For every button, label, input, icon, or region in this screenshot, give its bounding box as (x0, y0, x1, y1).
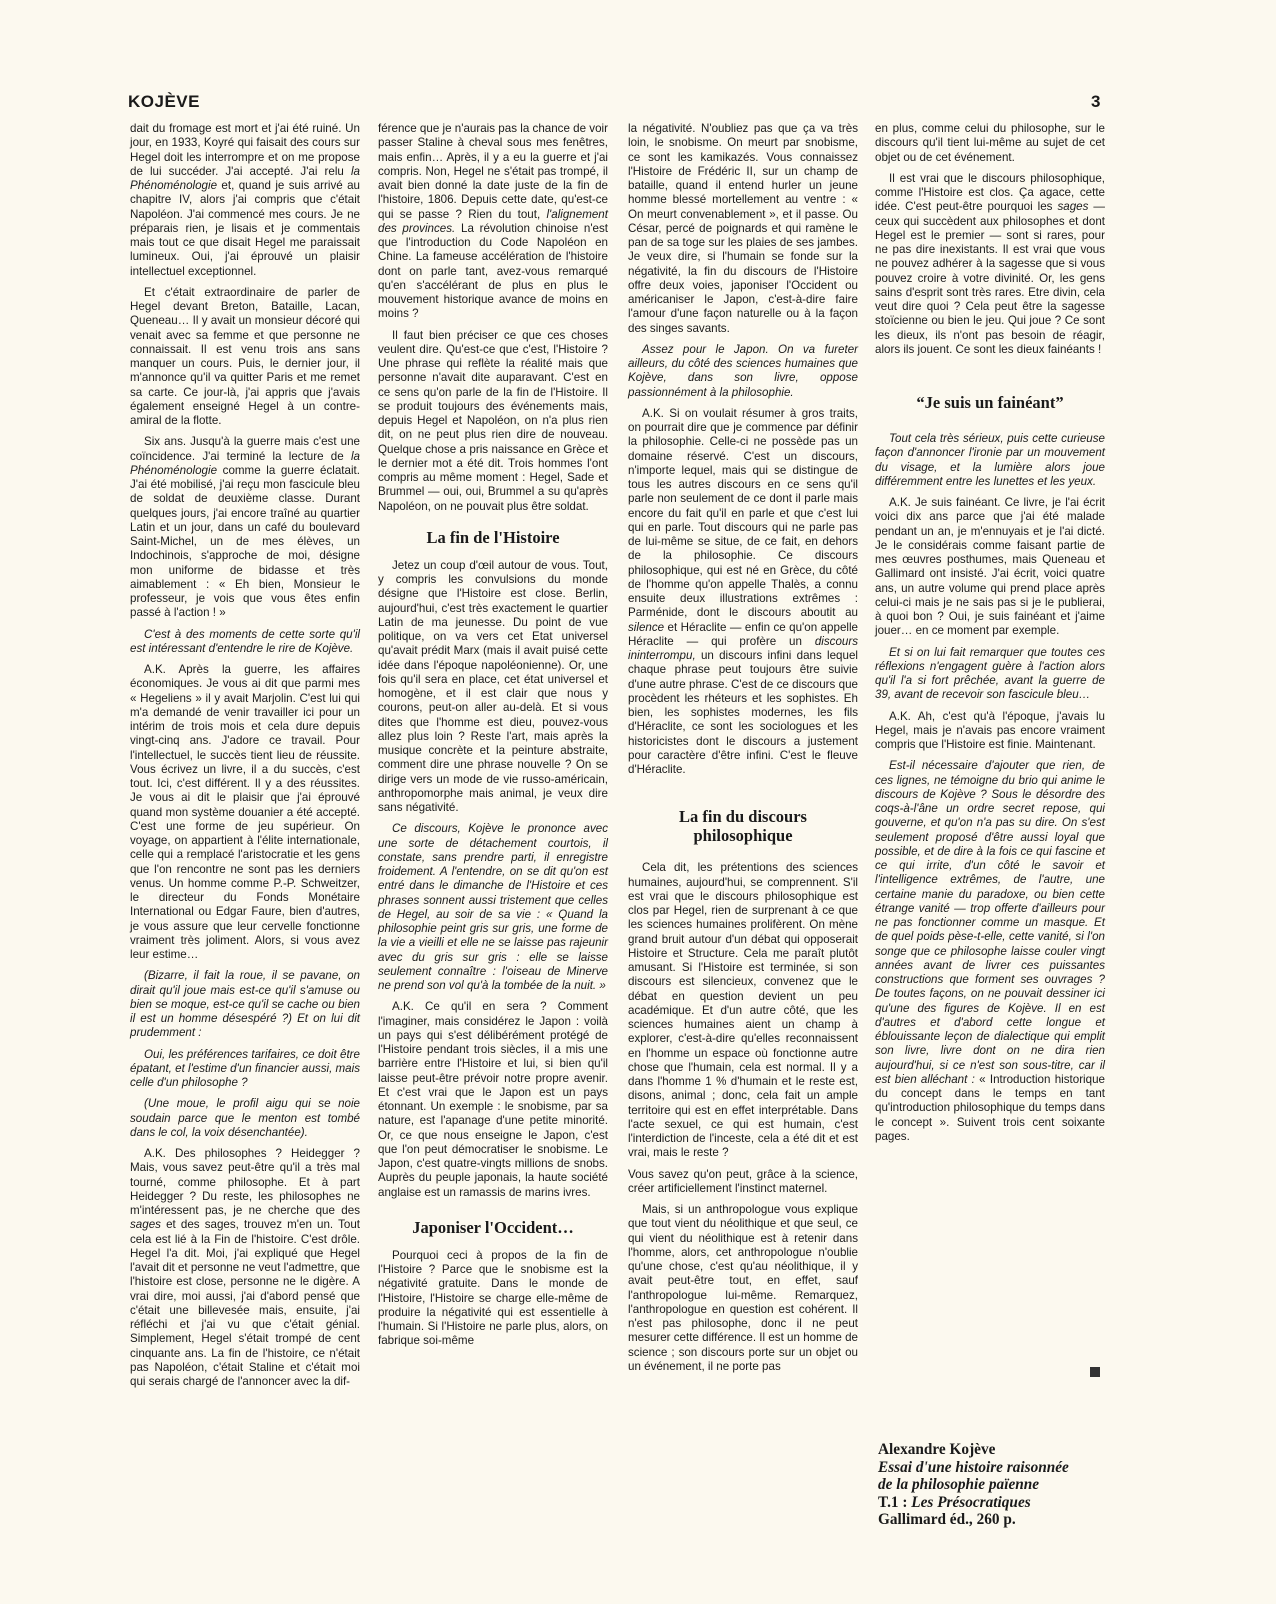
paragraph: Et c'était extraordinaire de parler de Hegel devant Breton, Bataille, Lacan, Queneau… Il y avait un monsieur décoré qui venait avec sa femme et que personne ne connaissait. Il est venu trois ans sans manquer un cours. Puis, le dernier jour, il m'annonce qu'il va quitter Paris et me remet sa carte. Ce jour-là, j'ai appris que j'avais également enseigné Hegel à un contre-amiral de la flotte. (130, 285, 360, 427)
paragraph: Vous savez qu'on peut, grâce à la science, créer artificiellement l'instinct maternel. (628, 1167, 858, 1195)
interviewer-paragraph: (Bizarre, il fait la roue, il se pavane, on dirait qu'il joue mais est-ce qu'il s'amuse ou bien se moque, est-ce qu'il se cache ou bien il est un homme désespéré ?) Et on lui dit prudemment : (130, 969, 360, 1040)
section-heading: La fin du discours philosophique (679, 807, 807, 846)
paragraph: A.K. Ce qu'il en sera ? Comment l'imaginer, mais considérez le Japon : voilà un pays qui s'est délibérément protégé de l'Histoire pendant trois siècles, il a mis une barrière entre l'Histoire et lui, si bien qu'il laisse peut-être prévoir notre propre avenir. Et c'est vrai que le Japon est un pays étonnant. Un exemple : le snobisme, par sa nature, est l'apanage d'une petite minorité. Or, ce que nous enseigne le Japon, c'est que l'on peut démocratiser le snobisme. Le Japon, c'est quatre-vingts millions de snobs. Auprès du peuple japonais, la haute société anglaise est un ramassis de marins ivres. (378, 1000, 608, 1199)
book-volume: T.1 : Les Présocratiques (878, 1493, 1031, 1511)
book-publisher: Gallimard éd., 260 p. (878, 1511, 1016, 1528)
section-heading: Japoniser l'Occident… (412, 1217, 574, 1237)
book-author: Alexandre Kojève (878, 1441, 996, 1458)
section-heading: La fin de l'Histoire (426, 527, 560, 547)
paragraph: Jetez un coup d'œil autour de vous. Tout, y compris les convulsions du monde désigne que l'Histoire est close. Berlin, aujourd'hui, c'est très exactement le quartier Latin de ma jeunesse. Du point de vue politique, on va vers cet Etat universel qu'avait prédit Marx (mais il avait puisé cette idée dans l'époque napoléonienne). Or, une fois qu'il sera en place, cet état universel et homogène, et il est clair que nous y courons, peut-on aller au-delà. Et si vous dites que l'homme est dieu, pouvez-vous allez plus loin ? Reste l'art, mais après la musique concrète et la peinture abstraite, comment dire une phrase nouvelle ? On se dirige vers un mode de vie russo-américain, anthropomorphe mais animal, je veux dire sans négativité. (378, 558, 608, 814)
section-heading: “Je suis un fainéant” (916, 393, 1064, 412)
interviewer-paragraph: Tout cela très sérieux, puis cette curieuse façon d'annoncer l'ironie par un mouvement du visage, et la lumière alors joue différemment entre les lunettes et les yeux. (875, 432, 1105, 488)
column-2 (378, 122, 608, 1356)
paragraph: A.K. Après la guerre, les affaires économiques. Je vous ai dit que parmi mes « Hegeliens » il y avait Marjolin. C'est lui qui m'a demandé de venir travailler ici pour un intérim de trois mois et cela dure depuis vingt-cinq ans. J'adore ce travail. Pour l'intellectuel, le succès tient lieu de réussite. Vous écrivez un livre, il a du succès, c'est tout. Ici, c'est différent. Il y a des réussites. Je vous ai dit le plaisir que j'ai éprouvé quand mon système douanier a été accepté. C'est une forme de jeu supérieur. On voyage, on appartient à l'élite internationale, celle qui a remplacé l'aristocratie et les gens que l'on rencontre ne sont pas les derniers venus. Un homme comme P.-P. Schweitzer, le directeur du Fonds Monétaire International ou Edgar Faure, bien d'autres, je vous assure que leur cervelle fonctionne vraiment très joliment. Alors, si vous avez leur estime… (130, 663, 360, 961)
paragraph: A.K. Ah, c'est qu'à l'époque, j'avais lu Hegel, mais je n'avais pas encore vraiment compris que l'Histoire est finie. Maintenant. (875, 709, 1105, 751)
page-number: 3 (1091, 92, 1101, 111)
column-4 (875, 122, 1105, 1151)
interviewer-paragraph: Et si on lui fait remarquer que toutes ces réflexions n'engagent guère à l'action alors qu'il l'a si fort prêchée, avant la guerre de 39, avant de recevoir son fascicule bleu… (875, 645, 1105, 702)
paragraph: Il est vrai que le discours philosophique, comme l'Histoire est clos. Ça agace, cette idée. C'est peut-être pourquoi les sages — ceux qui succèdent aux philosophes et dont Hegel est le premier — sont si rares, pour ne pas dire inexistants. Il est vrai que vous ne pouvez adhérer à la sagesse que si vous pouvez croire à votre divinité. Or, les gens sains d'esprit sont très rares. Etre divin, cela veut dire quoi ? Cela peut être la sagesse stoïcienne ou bien le jeu. Qui joue ? Ce sont les dieux, ils n'ont pas besoin de réagir, alors ils jouent. Ce sont les dieux fainéants ! (875, 171, 1105, 356)
interviewer-paragraph: (Une moue, le profil aigu qui se noie soudain parce que le menton est tombé dans le col, la voix désenchantée). (130, 1097, 360, 1139)
section-header: KOJÈVE (128, 92, 200, 111)
paragraph: en plus, comme celui du philosophe, sur le discours qu'il tient lui-même au sujet de cet objet ou de cet événement. (875, 122, 1105, 164)
paragraph: Six ans. Jusqu'à la guerre mais c'est une coïncidence. J'ai terminé la lecture de la Phénoménologie comme la guerre éclatait. J'ai été mobilisé, j'ai reçu mon fascicule bleu de soldat de deuxième classe. Durant quelques jours, j'ai encore traîné au quartier Latin et un jour, dans un café du boulevard Saint-Michel, un de mes élèves, un Indochinois, s'approche de moi, désigne mon uniforme de bidasse et très aimablement : « Eh bien, Monsieur le professeur, je vois que vous êtes enfin passé à l'action ! » (130, 435, 360, 620)
column-1 (130, 122, 360, 1396)
paragraph: férence que je n'aurais pas la chance de voir passer Staline à cheval sous mes fenêtres, mais enfin… Après, il y a eu la guerre et j'ai compris. Non, Hegel ne s'était pas trompé, il avait bien donné la date juste de la fin de l'histoire, 1806. Depuis cette date, qu'est-ce qui se passe ? Rien du tout, l'alignement des provinces. La révolution chinoise n'est que l'introduction du Code Napoléon en Chine. La fameuse accélération de l'histoire dont on parle tant, avez-vous remarqué qu'en s'accélérant de plus en plus le mouvement historique avance de moins en moins ? (378, 122, 608, 321)
interviewer-paragraph: Oui, les préférences tarifaires, ce doit être épatant, et l'estime d'un financier aussi, mais celle d'un philosophe ? (130, 1047, 360, 1089)
paragraph: A.K. Je suis fainéant. Ce livre, je l'ai écrit voici dix ans parce que j'ai été malade pendant un an, je m'ennuyais et je l'ai dicté. Je le considérais comme faisant partie de mes œuvres posthumes, mais Queneau et Gallimard ont insisté. J'ai écrit, voici quatre ans, un autre volume qui prend place après celui-ci mais je ne sais pas si je le publierai, à quoi bon ? Oui, je suis fainéant et j'aime jouer… en ce moment par exemple. (875, 496, 1105, 638)
book-title: Essai d'une histoire raisonnée (878, 1458, 1069, 1476)
book-title-cont: de la philosophie païenne (878, 1476, 1040, 1493)
paragraph: Cela dit, les prétentions des sciences humaines, aujourd'hui, se comprennent. S'il est vrai que le discours philosophique est clos par Hegel, rien de surprenant à ce que les sciences humaines prolifèrent. On mène grand bruit autour d'un débat qui opposerait Histoire et Structure. Cela me paraît plutôt amusant. Si l'Histoire est terminée, si son discours est silencieux, convenez que le débat en question devient un peu académique. Et d'un autre côté, que les sciences humaines aient un champ à explorer, c'est-à-dire qu'elles reconnaissent en l'homme un espace où fonctionne autre chose que l'humain, cela est normal. Il y a dans l'homme 1 % d'humain et le reste est, disons, animal ; donc, cela fait un ample territoire qui est en effet interprétable. Dans l'acte sexuel, ce qui est humain, c'est l'interdiction de l'inceste, cela a été dit et est vrai, mais le reste ? (628, 861, 858, 1160)
book-credits (878, 1441, 1118, 1529)
paragraph: A.K. Des philosophes ? Heidegger ? Mais, vous savez peut-être qu'il a très mal tourné, comme philosophe. Et à part Heidegger ? Du reste, les philosophes ne m'intéressent pas, je ne cherche que des sages et des sages, trouvez m'en un. Tout cela est lié à la Fin de l'histoire. C'est drôle. Hegel l'a dit. Moi, j'ai expliqué que Hegel l'avait dit et personne ne veut l'admettre, que l'histoire est close, personne ne le digère. A vrai dire, moi aussi, j'ai d'abord pensé que c'était une billevesée mais, ensuite, j'ai réfléchi et j'ai vu que c'était génial. Simplement, Hegel s'était trompé de cent cinquante ans. La fin de l'histoire, ce n'était pas Napoléon, c'était Staline et c'était moi qui serais chargé de l'annoncer avec la dif- (130, 1147, 361, 1388)
paragraph: Mais, si un anthropologue vous explique que tout vient du néolithique et que seul, ce qui vient du néolithique est à retenir dans l'homme, alors, cet anthropologue n'oublie qu'une chose, c'est qu'au néolithique, il y avait peut-être tout, en effet, sauf l'anthropologue lui-même. Remarquez, l'anthropologue en question est cohérent. Il n'est pas philosophe, donc il ne peut mesurer cette différence. Il est un homme de science ; son discours porte sur un objet ou un événement, il ne porte pas (628, 1203, 858, 1373)
interviewer-paragraph: C'est à des moments de cette sorte qu'il est intéressant d'entendre le rire de Kojève. (130, 627, 360, 655)
end-mark (1090, 1367, 1100, 1377)
paragraph: la négativité. N'oubliez pas que ça va très loin, le snobisme. On meurt par snobisme, ce sont les kamikazés. Vous connaissez l'Histoire de Frédéric II, sur un champ de bataille, quand il entend hurler un jeune homme blessé mortellement au ventre : « On meurt convenablement », et il passe. Ou César, percé de poignards et qui ramène le pan de sa toge sur les plaies de ses jambes. Je veux dire, si l'humain se fonde sur la négativité, la fin du discours de l'Histoire offre deux voies, japoniser l'Occident ou américaniser le Japon, c'est-à-dire faire l'amour d'une façon naturelle ou à la façon des singes savants. (628, 122, 858, 335)
paragraph: A.K. Si on voulait résumer à gros traits, on pourrait dire que je commence par définir la philosophie. Celle-ci ne possède pas un domaine réservé. C'est un discours, n'importe lequel, mais qui se distingue de tous les autres discours en ce sens qu'il parle non seulement de ce dont il parle mais encore du fait qu'il en parle et que c'est lui qui en parle. Tout discours qui ne parle pas de lui-même se situe, de ce fait, en dehors de la philosophie. Ce discours philosophique, qui est né en Grèce, du côté de l'homme qu'on appelle Thalès, a connu ensuite deux illustrations extrêmes : Parménide, dont le discours aboutit au silence et Héraclite — enfin ce qu'on appelle Héraclite — qui profère un discours ininterrompu, un discours infini dans lequel chaque phrase peut toujours être suivie d'une autre phrase. C'est de ce discours que procèdent les rhéteurs et les sophistes. Eh bien, les sophistes modernes, les fils d'Héraclite, ce sont les sociologues et les historicistes dont le discours a justement pour caractère d'être infini. C'est le fleuve d'Héraclite. (628, 406, 858, 776)
column-3 (628, 122, 858, 1381)
paragraph: Pourquoi ceci à propos de la fin de l'Histoire ? Parce que le snobisme est la négativité gratuite. Dans le monde de l'Histoire, l'Histoire se charge elle-même de produire la négativité qui est essentielle à l'humain. Si l'Histoire ne parle plus, alors, on fabrique soi-même (378, 1248, 608, 1348)
interviewer-paragraph: Assez pour le Japon. On va fureter ailleurs, du côté des sciences humaines que Kojève, dans son livre, oppose passionnément à la philosophie. (628, 342, 858, 399)
paragraph: dait du fromage est mort et j'ai été ruiné. Un jour, en 1933, Koyré qui faisait des cours sur Hegel doit les interrompre et on me propose de lui succéder. J'ai accepté. J'ai relu la Phénoménologie et, quand je suis arrivé au chapitre IV, alors j'ai compris que c'était Napoléon. J'ai commencé mes cours. Je ne préparais rien, je lisais et je commentais mais tout ce que disait Hegel me paraissait lumineux. Oui, j'ai éprouvé un plaisir intellectuel exceptionnel. (130, 122, 360, 278)
closing-paragraph: Est-il nécessaire d'ajouter que rien, de ces lignes, ne témoigne du brio qui anime le discours de Kojève ? Sous le désordre des coqs-à-l'âne un ordre secret repose, qui gouverne, et qu'on n'a pas su dire. On s'est seulement proposé d'être aussi loyal que possible, et de dire à la fois ce qui fascine et ce qui irrite, d'un côté le savoir et l'intelligence extrêmes, de l'autre, une certaine manie du paradoxe, ou bien cette étrange vanité — trop offerte d'ailleurs pour ne pas fonctionner comme un masque. Et de quel poids pèse-t-elle, cette vanité, si l'on songe que ce philosophe laisse couler vingt années avant de livrer ces puissantes constructions que forment ses ouvrages ? De toutes façons, on ne pouvait dessiner ici qu'une des figures de Kojève. Il en est d'autres et d'abord cette longue et éblouissante leçon de dialectique qui emplit son livre, livre dont on ne dira rien aujourd'hui, si ce n'est son sous-titre, car il est bien alléchant : « Introduction historique du concept dans le temps en tant qu'introduction philosophique du temps dans le concept ». Suivent trois cent soixante pages. (875, 759, 1105, 1143)
interviewer-paragraph: Ce discours, Kojève le prononce avec une sorte de détachement courtois, il constate, sans prendre parti, il enregistre froidement. A l'entendre, on se dit qu'on est entré dans le dimanche de l'Histoire et ces phrases sonnent aussi tristement que celles de Hegel, au soir de sa vie : « Quand la philosophie peint gris sur gris, une forme de la vie a vieilli et elle ne se laisse pas rajeunir avec du gris sur gris : elle se laisse seulement connaître : l'oiseau de Minerve ne prend son vol qu'à la tombée de la nuit. » (378, 822, 608, 992)
paragraph: Il faut bien préciser ce que ces choses veulent dire. Qu'est-ce que c'est, l'Histoire ? Une phrase qui reflète la réalité mais que personne n'avait dite auparavant. C'est en ce sens qu'on parle de la fin de l'Histoire. Il se produit toujours des événements mais, depuis Hegel et Napoléon, on n'a plus rien dit, on ne peut plus rien dire de nouveau. Quelque chose a pris naissance en Grèce et le dernier mot a été dit. Trois hommes l'ont compris au même moment : Hegel, Sade et Brummel — oui, oui, Brummel a su qu'après Napoléon, on ne pouvait plus être soldat. (378, 328, 608, 513)
